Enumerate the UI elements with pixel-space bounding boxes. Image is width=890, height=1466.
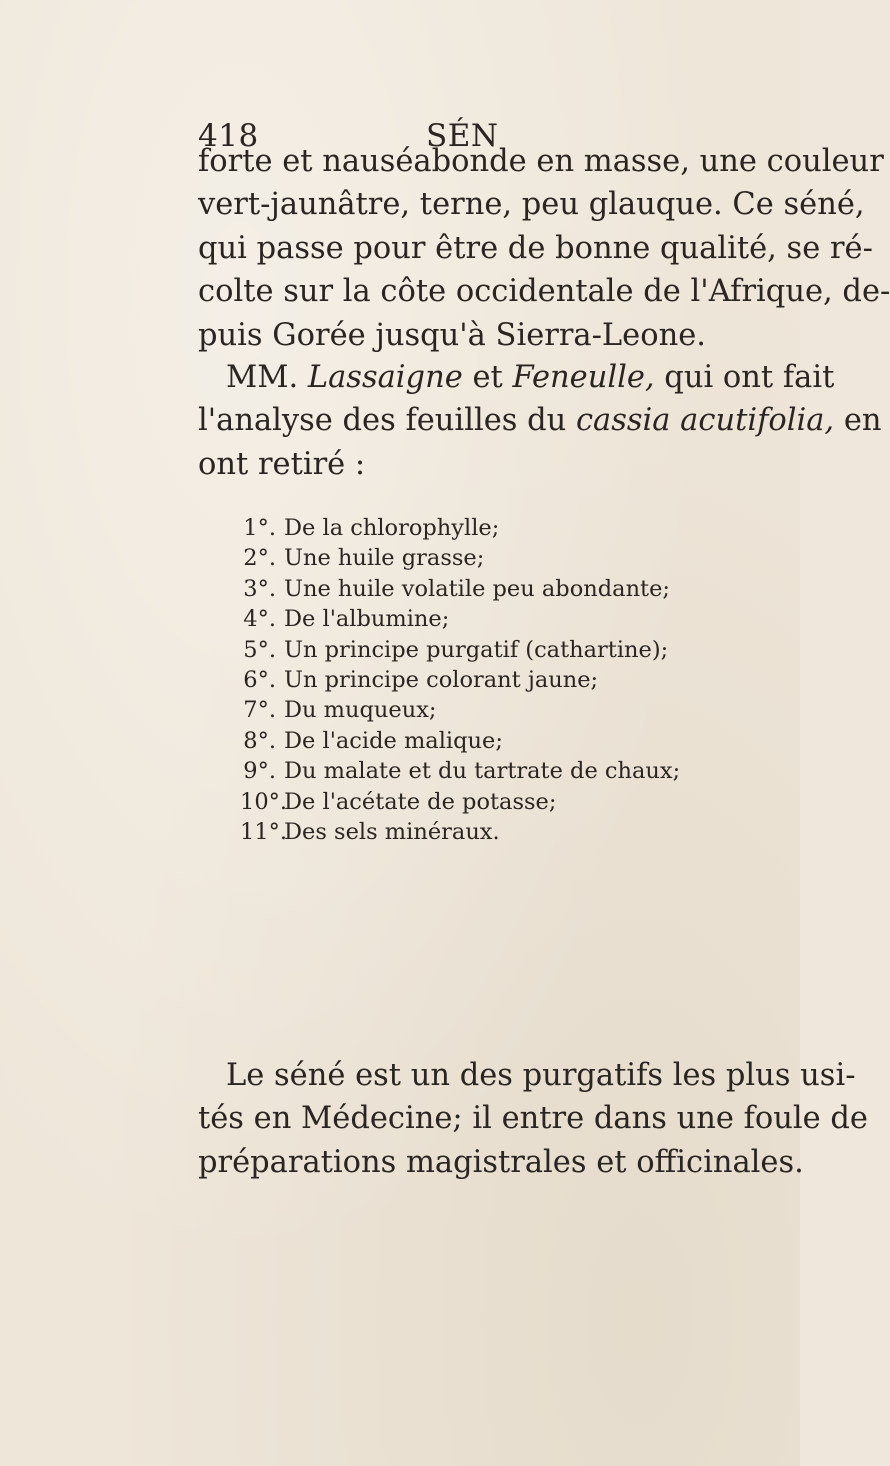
text-line: colte sur la côte occidentale de l'Afrique, de- (198, 274, 890, 310)
paragraph-description (198, 140, 890, 357)
text-line: puis Gorée jusqu'à Sierra-Leone. (198, 317, 706, 353)
list-item (240, 513, 700, 543)
item-text: Un principe colorant jaune; (284, 666, 599, 693)
list-item (240, 543, 700, 573)
item-number: 5°. (243, 636, 276, 663)
text-line: Le séné est un des purgatifs les plus usi- (226, 1058, 856, 1093)
text-segment: MM. (226, 360, 308, 395)
text-line: tés en Médecine; il entre dans une foule de (198, 1101, 868, 1137)
item-number: 4°. (243, 606, 276, 633)
paragraph-usage (198, 1054, 868, 1184)
text-line: vert-jaunâtre, terne, peu glauque. Ce séné, (198, 187, 865, 223)
item-number: 7°. (243, 697, 276, 724)
text-line (198, 356, 835, 399)
text-segment: et (462, 360, 513, 395)
list-item (240, 665, 700, 695)
item-text: Du malate et du tartrate de chaux; (284, 758, 681, 785)
item-number: 3°. (243, 575, 276, 602)
item-text: Une huile volatile peu abondante; (284, 575, 670, 602)
item-number: 6°. (243, 666, 276, 693)
components-list (240, 513, 700, 847)
author-name: Feneulle, (512, 360, 655, 395)
page-number: 418 (198, 118, 259, 154)
item-number: 11°. (240, 818, 288, 845)
text-line (198, 399, 882, 442)
item-number: 2°. (243, 545, 276, 572)
item-number: 1°. (243, 515, 276, 541)
item-number: 10°. (240, 788, 288, 815)
item-number: 8°. (243, 727, 276, 754)
species-name: cassia acutifolia, (575, 403, 835, 439)
item-text: Du muqueux; (284, 697, 437, 724)
item-number: 9°. (243, 758, 276, 785)
item-text: Un principe purgatif (cathartine); (284, 636, 669, 663)
text-segment: qui ont fait (654, 360, 835, 395)
list-item (240, 817, 700, 847)
text-line: qui passe pour être de bonne qualité, se ré- (198, 230, 873, 266)
list-item (240, 695, 700, 725)
item-text: De l'albumine; (284, 606, 450, 633)
item-text: De la chlorophylle; (284, 515, 500, 541)
text-line: ont retiré : (198, 446, 366, 482)
text-segment: en (834, 403, 882, 439)
list-item (240, 635, 700, 665)
list-item (240, 726, 700, 756)
author-name: Lassaigne (307, 360, 463, 395)
list-item (240, 787, 700, 817)
item-text: Une huile grasse; (284, 545, 485, 572)
running-head: SÉN (426, 118, 499, 154)
text-line: forte et nauséabonde en masse, une couleur (198, 144, 884, 179)
list-item (240, 574, 700, 604)
list-item (240, 756, 700, 786)
paragraph-analysis (198, 356, 882, 486)
text-segment: l'analyse des feuilles du (198, 403, 576, 439)
item-text: De l'acétate de potasse; (284, 788, 557, 815)
item-text: Des sels minéraux. (284, 818, 500, 845)
item-text: De l'acide malique; (284, 727, 503, 754)
text-line: préparations magistrales et officinales. (198, 1144, 804, 1180)
list-item (240, 604, 700, 634)
